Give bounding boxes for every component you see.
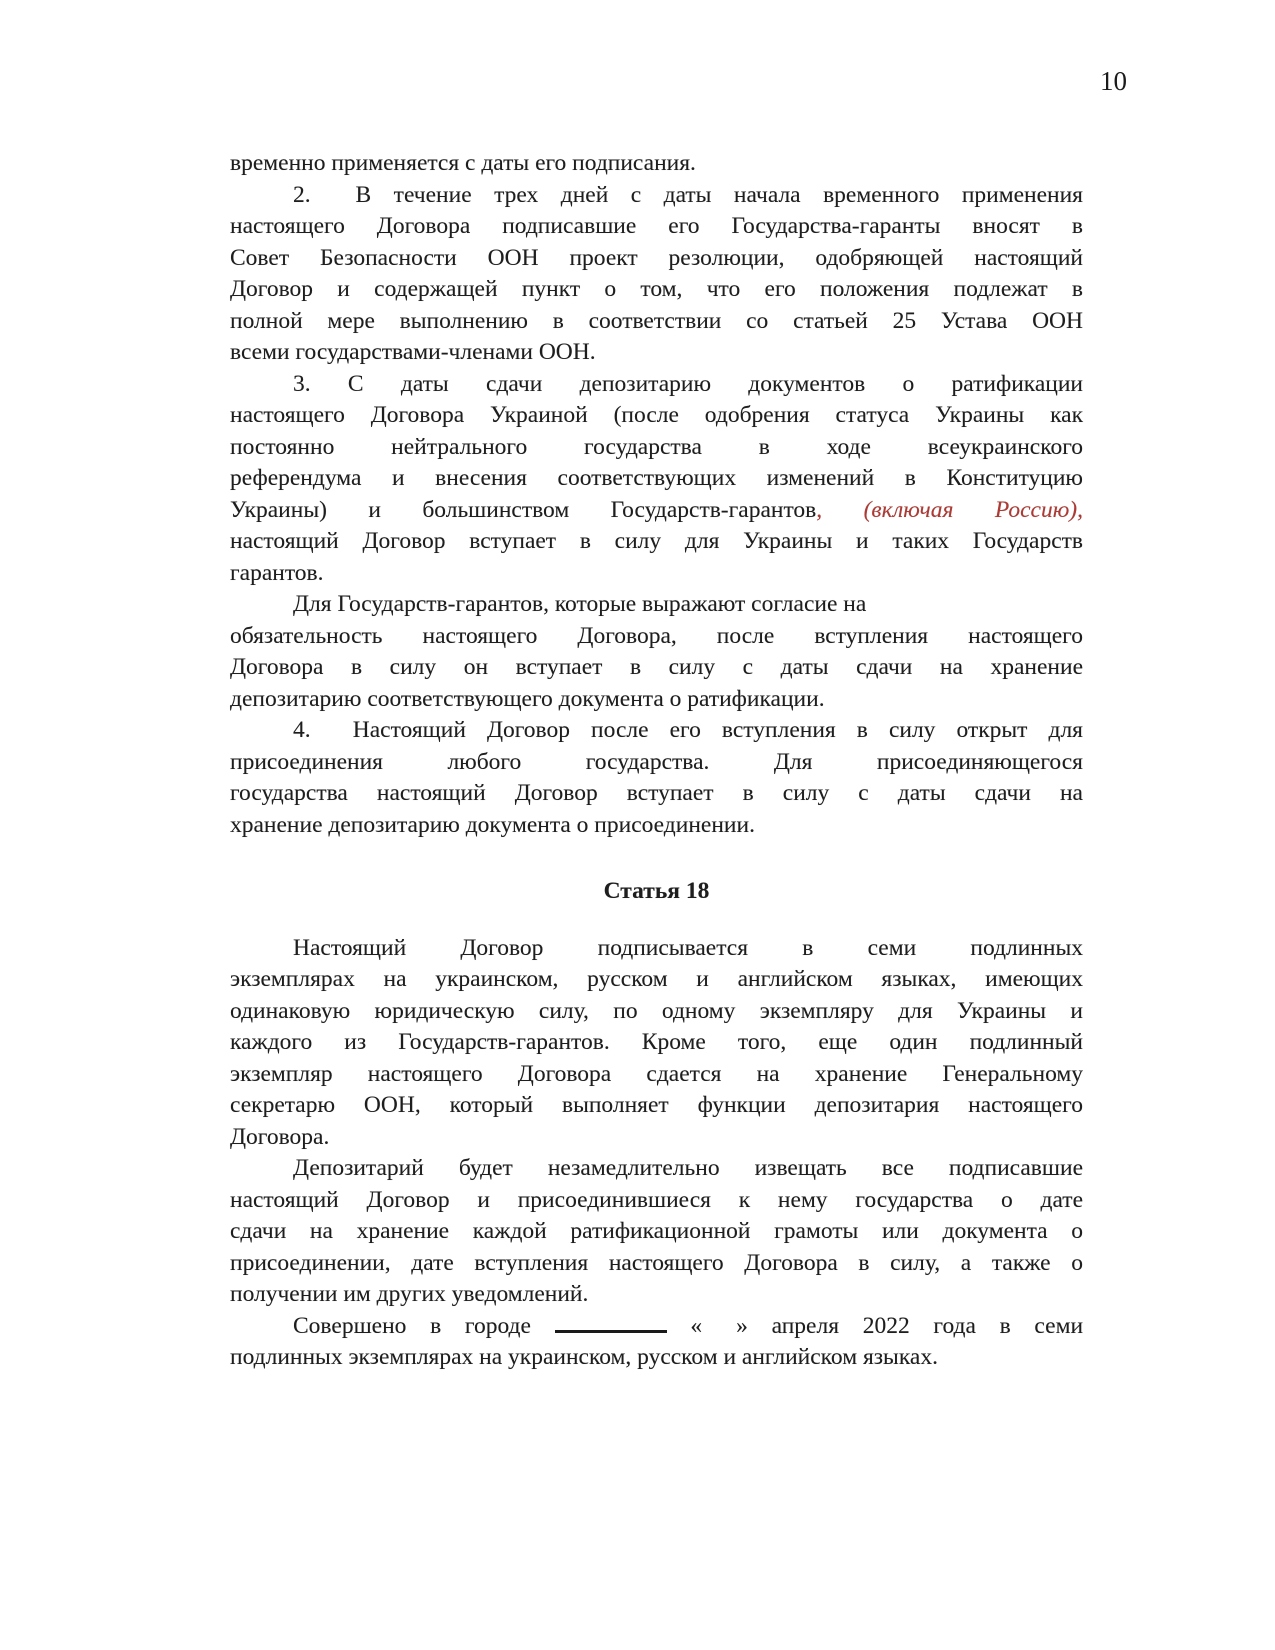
text-line: хранение депозитарию документа о присоединении.: [230, 811, 755, 838]
text-line: Для Государств-гарантов, которые выражают согласие на: [293, 591, 867, 617]
text-line: настоящий Договор и присоединившиеся к нему государства о дате: [230, 1186, 1083, 1213]
text-line: каждого из Государств-гарантов. Кроме того, еще один подлинный: [230, 1029, 1083, 1055]
text-line: [230, 495, 1083, 527]
text-line: настоящего Договора Украиной (после одобрения статуса Украины как: [230, 402, 1083, 428]
text-line: референдума и внесения соответствующих изменений в Конституцию: [230, 465, 1083, 491]
text-line: Совет Безопасности ООН проект резолюции, одобряющей настоящий: [230, 244, 1083, 271]
text-line: полной мере выполнению в соответствии со статьей 25 Устава ООН: [230, 307, 1083, 334]
text-line: государства настоящий Договор вступает в силу с даты сдачи на: [230, 780, 1083, 806]
text-line completion-line: [230, 1311, 1083, 1343]
text-line: секретарю ООН, который выполняет функции депозитария настоящего: [230, 1092, 1083, 1118]
text-line: подлинных экземплярах на украинском, русском и английском языках.: [230, 1344, 938, 1370]
article-heading: Статья 18: [603, 878, 710, 904]
text-segment: Совершено в городе: [293, 1312, 531, 1339]
text-line: настоящего Договора подписавшие его Государства-гаранты вносят в: [230, 213, 1083, 239]
text-line: экземпляр настоящего Договора сдается на хранение Генеральному: [230, 1060, 1083, 1087]
page-number: 10: [1100, 66, 1127, 96]
text-line: одинаковую юридическую силу, по одному экземпляру для Украины и: [230, 997, 1083, 1024]
text-line: гарантов.: [230, 559, 324, 586]
text-line: депозитарию соответствующего документа о ратификации.: [230, 685, 825, 712]
text-line: обязательность настоящего Договора, после вступления настоящего: [230, 622, 1083, 649]
text-line: 2. В течение трех дней с даты начала временного применения: [293, 181, 1083, 208]
text-line: присоединения любого государства. Для присоединяющегося: [230, 748, 1083, 775]
blank-underline: [555, 1311, 667, 1333]
quote-gap: [702, 1332, 736, 1333]
text-line: присоединении, дате вступления настоящего Договора в силу, а также о: [230, 1249, 1083, 1276]
text-line: постоянно нейтрального государства в ходе всеукраинского: [230, 433, 1083, 460]
quote-close: »: [736, 1312, 748, 1339]
text-line: настоящий Договор вступает в силу для Украины и таких Государств: [230, 528, 1083, 554]
text-segment: Украины) и большинством Государств-гарантов: [230, 496, 817, 523]
text-line: всеми государствами-членами ООН.: [230, 339, 596, 365]
text-line: сдачи на хранение каждой ратификационной грамоты или документа о: [230, 1218, 1083, 1244]
text-line: временно применяется с даты его подписания.: [230, 150, 696, 176]
text-line: Настоящий Договор подписывается в семи подлинных: [293, 934, 1083, 961]
text-line: 4. Настоящий Договор после его вступления в силу открыт для: [293, 717, 1083, 743]
text-line: Договор и содержащей пункт о том, что его положения подлежат в: [230, 276, 1083, 302]
text-line: Договора в силу он вступает в силу с даты сдачи на хранение: [230, 654, 1083, 680]
text-line: Депозитарий будет незамедлительно извещать все подписавшие: [293, 1155, 1083, 1181]
text-segment: апреля 2022 года в семи: [771, 1312, 1084, 1339]
text-line: экземплярах на украинском, русском и английском языках, имеющих: [230, 966, 1083, 992]
text-line: получении им других уведомлений.: [230, 1281, 589, 1307]
quote-open: «: [690, 1312, 703, 1339]
text-line: 3. С даты сдачи депозитарию документов о ратификации: [293, 370, 1083, 397]
red-clause: , (включая Россию),: [816, 496, 1083, 523]
document-body: [230, 148, 1083, 1374]
text-line: Договора.: [230, 1123, 330, 1150]
